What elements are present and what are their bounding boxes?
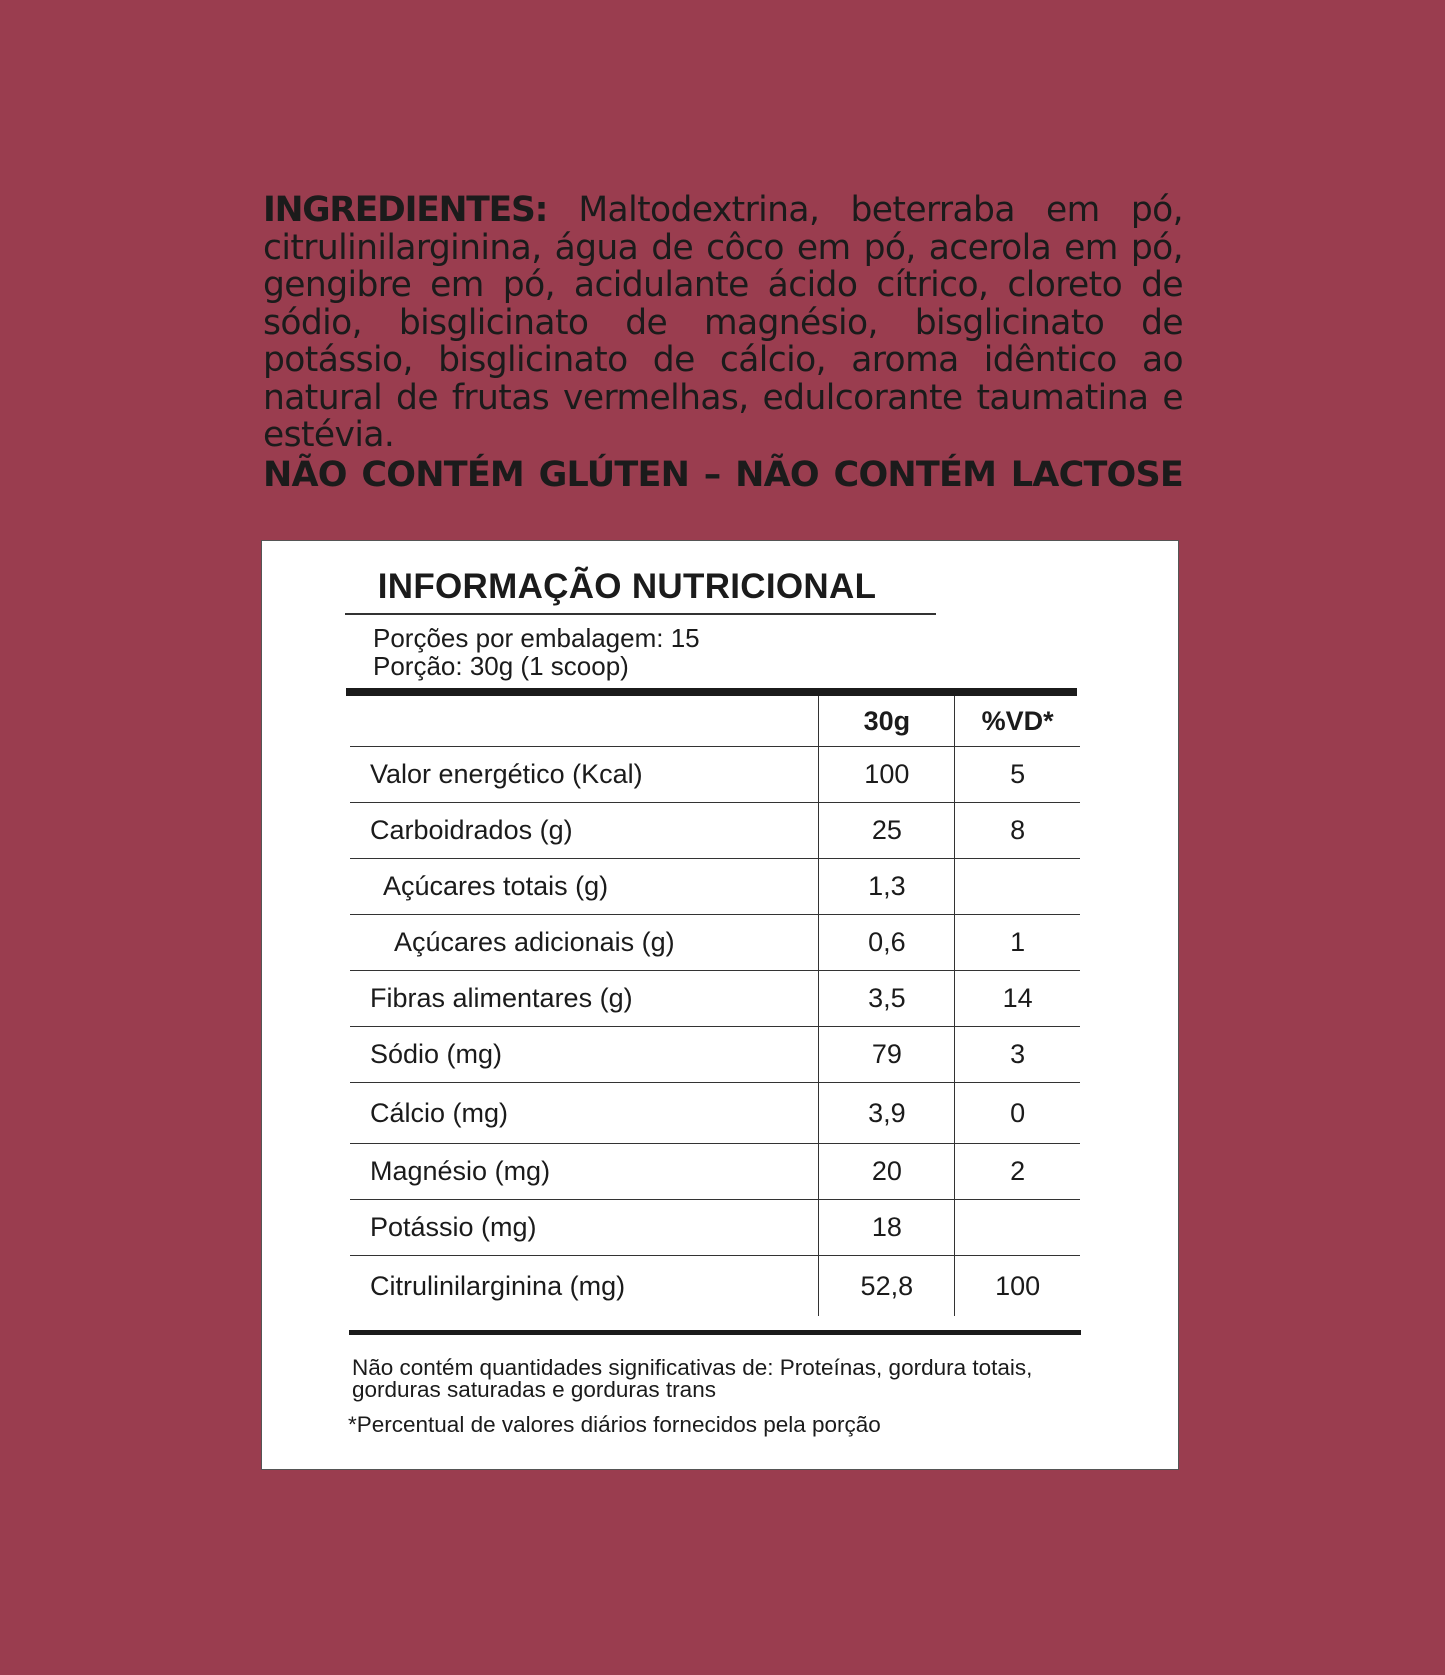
nutrient-name: Cálcio (mg) [350,1083,819,1144]
nutrient-amount: 79 [819,1027,955,1083]
nutrient-dv: 2 [955,1144,1080,1200]
ingredients-label: INGREDIENTES: [263,190,548,230]
nutrient-dv: 3 [955,1027,1080,1083]
nutrient-name: Potássio (mg) [350,1200,819,1256]
nutrient-dv: 100 [955,1256,1080,1317]
table-row [350,1027,1080,1083]
nutrient-amount: 1,3 [819,859,955,915]
table-row [350,747,1080,803]
footnote-insignificant: Não contém quantidades significativas de: Proteínas, gordura totais, [352,1355,1033,1380]
nutrient-amount: 0,6 [819,915,955,971]
title-divider [345,613,936,615]
nutrient-dv: 14 [955,971,1080,1027]
allergen-notice: NÃO CONTÉM GLÚTEN – NÃO CONTÉM LACTOSE [263,455,1183,495]
nutrient-name: Açúcares totais (g) [350,859,819,915]
nutrition-table [350,696,1080,1316]
table-row [350,915,1080,971]
header-amount: 30g [819,696,955,747]
nutrient-amount: 3,9 [819,1083,955,1144]
nutrient-name: Sódio (mg) [350,1027,819,1083]
nutrient-dv: 8 [955,803,1080,859]
nutrient-amount: 100 [819,747,955,803]
nutrient-dv: 1 [955,915,1080,971]
footnote-insignificant-cont: gorduras saturadas e gorduras trans [352,1377,716,1402]
ingredients-list: Maltodextrina, beterraba em pó, citrulinilarginina, água de côco em pó, acerola em pó, gengibre em pó, acidulante ácido cítrico, cloreto de sódio, bisglicinato de magnésio, bisglicinato de potássio, bisglicinato de cálcio, aroma idêntico ao natural de frutas vermelhas, edulcorante taumatina e estévia. [263,190,1183,455]
nutrient-dv [955,1200,1080,1256]
nutrient-amount: 20 [819,1144,955,1200]
header-blank-cell [350,696,819,747]
table-row [350,1144,1080,1200]
table-row [350,803,1080,859]
serving-divider [346,688,1077,696]
table-bottom-rule [349,1330,1081,1335]
footnote-daily-value: *Percentual de valores diários fornecidos pela porção [348,1412,881,1437]
nutrient-dv: 5 [955,747,1080,803]
nutrient-amount: 18 [819,1200,955,1256]
table-row [350,971,1080,1027]
nutrient-name: Magnésio (mg) [350,1144,819,1200]
nutrition-title: INFORMAÇÃO NUTRICIONAL [377,567,877,606]
header-daily-value: %VD* [955,696,1080,747]
nutrient-name: Carboidrados (g) [350,803,819,859]
nutrient-dv: 0 [955,1083,1080,1144]
nutrient-amount: 52,8 [819,1256,955,1317]
nutrient-name: Fibras alimentares (g) [350,971,819,1027]
nutrient-amount: 25 [819,803,955,859]
nutrient-name: Valor energético (Kcal) [350,747,819,803]
nutrient-amount: 3,5 [819,971,955,1027]
table-row [350,1083,1080,1144]
table-header-row [350,696,1080,747]
table-row [350,859,1080,915]
table-row [350,1200,1080,1256]
ingredients-text [263,192,1183,455]
serving-size: Porção: 30g (1 scoop) [373,651,629,681]
nutrient-dv [955,859,1080,915]
nutrient-name: Citrulinilarginina (mg) [370,1270,626,1301]
servings-per-package: Porções por embalagem: 15 [373,623,700,653]
nutrient-name: Açúcares adicionais (g) [350,915,819,971]
table-row [350,1256,1080,1317]
nutrition-facts-panel [261,540,1179,1470]
